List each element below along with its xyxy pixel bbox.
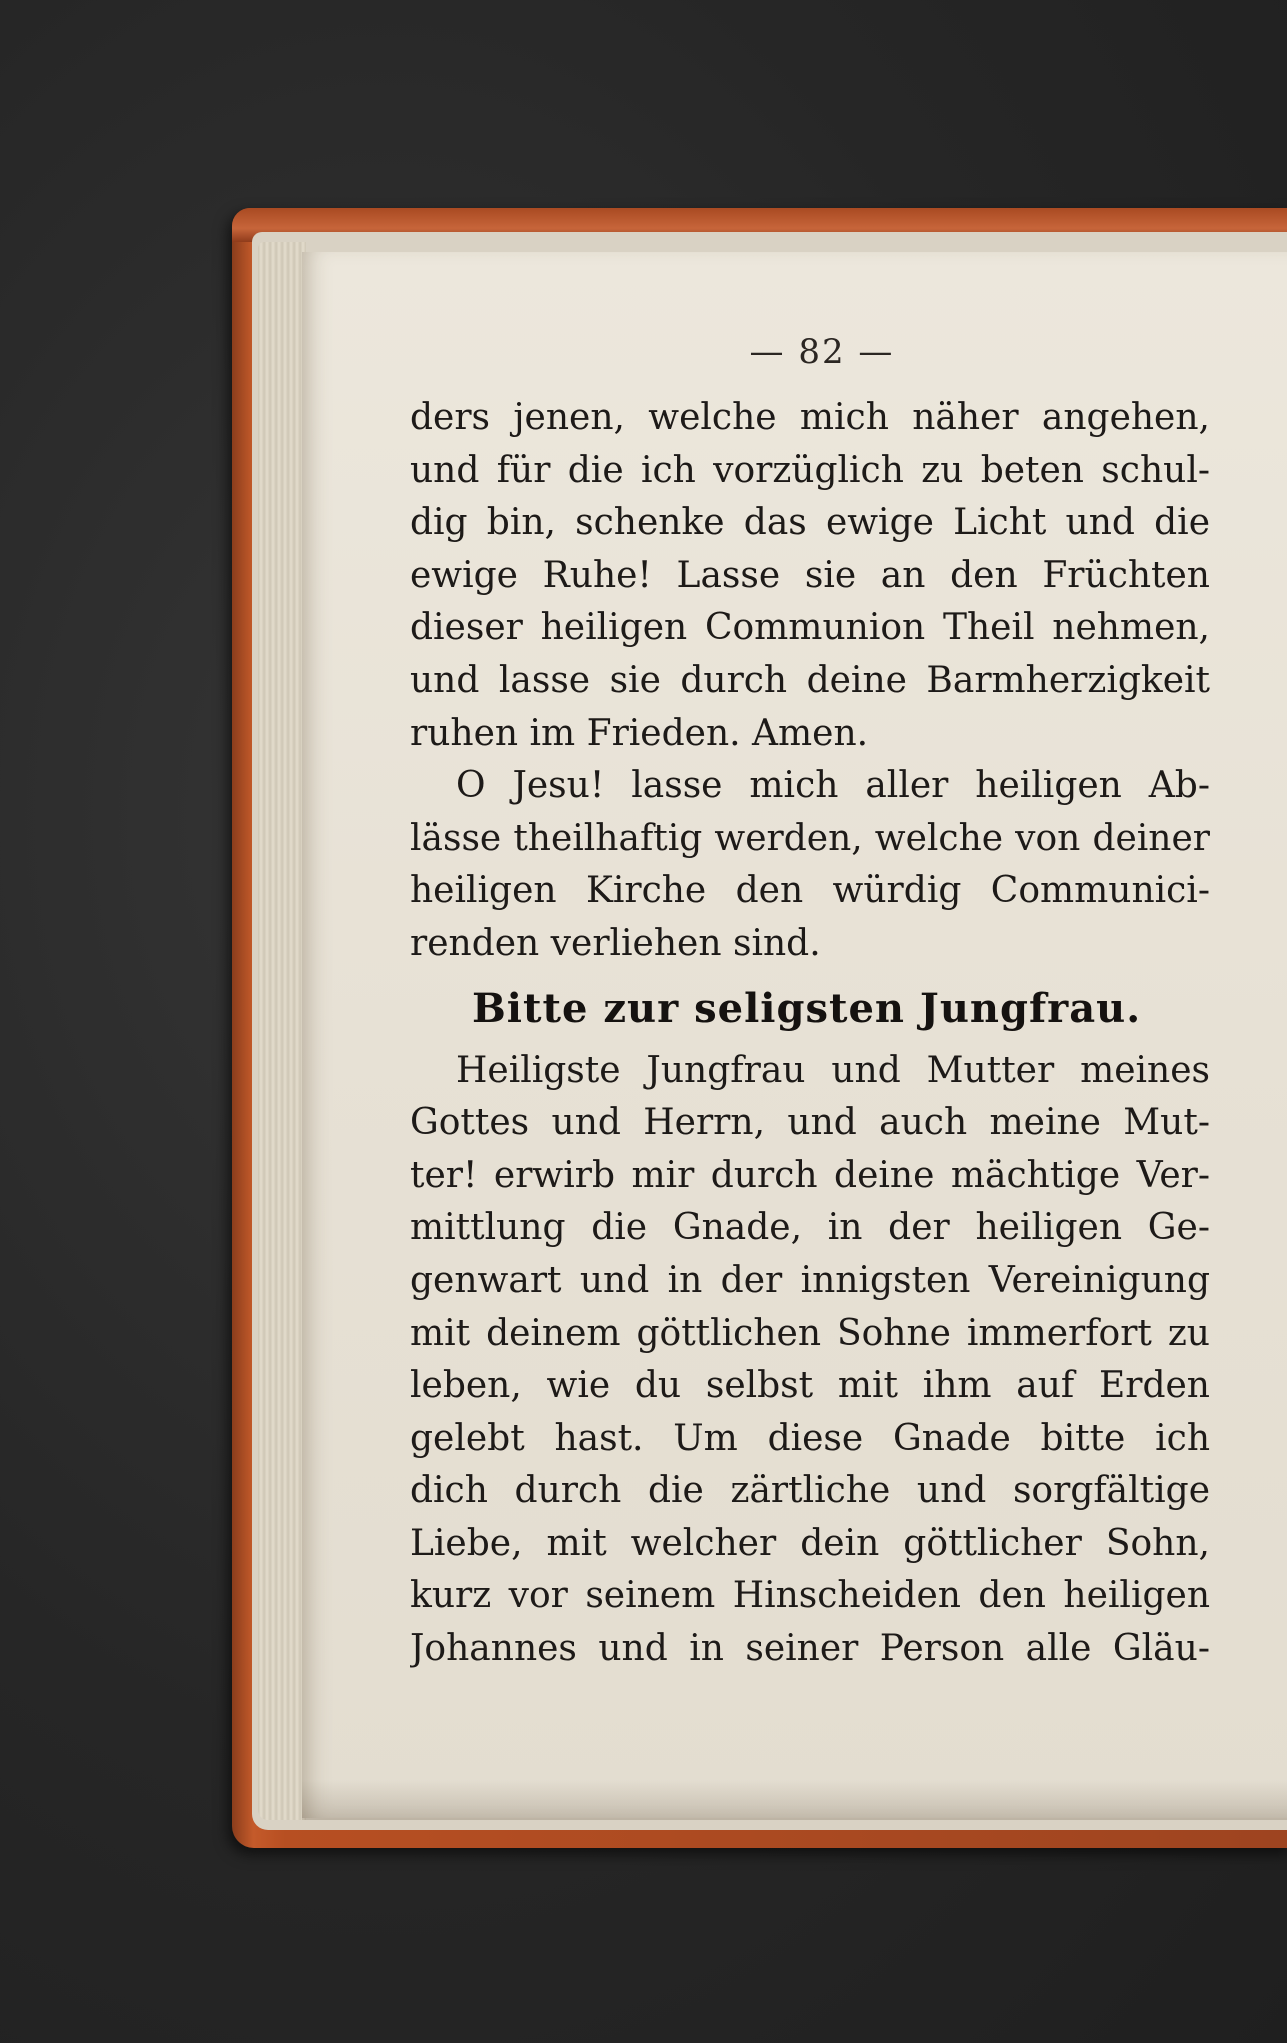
text-line: mit deinem göttlichen Sohne immerfort zu	[410, 1312, 1210, 1354]
text-line: Gottes und Herrn, und auch meine Mut-	[410, 1102, 1210, 1144]
text-line: leben, wie du selbst mit ihm auf Erden	[410, 1365, 1210, 1407]
text-line: Johannes und in seiner Person alle Gläu-	[410, 1628, 1210, 1670]
text-line: dieser heiligen Communion Theil nehmen,	[410, 607, 1210, 649]
text-line: O Jesu! lasse mich aller heiligen Ab-	[456, 765, 1210, 807]
text-line: ter! erwirb mir durch deine mächtige Ver-	[410, 1154, 1210, 1196]
text-line: renden verliehen sind.	[410, 922, 821, 964]
text-line: ruhen im Frieden. Amen.	[410, 712, 869, 754]
page-bottom-shadow	[302, 1780, 1287, 1820]
text-line: ewige Ruhe! Lasse sie an den Früchten	[410, 554, 1210, 596]
text-line: ders jenen, welche mich näher angehen,	[410, 397, 1210, 438]
text-line: mittlung die Gnade, in der heiligen Ge-	[410, 1207, 1210, 1249]
text-line: lässe theilhaftig werden, welche von deiner	[410, 817, 1210, 859]
text-line: Heiligste Jungfrau und Mutter meines	[456, 1049, 1210, 1091]
page-text	[410, 392, 1210, 1676]
page-number: — 82 —	[749, 332, 895, 372]
section-heading: Bitte zur seligsten Jungfrau.	[472, 984, 1142, 1032]
text-line: dig bin, schenke das ewige Licht und die	[410, 502, 1210, 544]
text-line: und für die ich vorzüglich zu beten schul-	[410, 449, 1210, 491]
text-line: genwart und in der innigsten Vereinigung	[410, 1259, 1210, 1301]
text-line: gelebt hast. Um diese Gnade bitte ich	[410, 1417, 1210, 1459]
text-line: kurz vor seinem Hinscheiden den heiligen	[410, 1575, 1210, 1617]
text-line: dich durch die zärtliche und sorgfältige	[410, 1470, 1210, 1512]
text-line: heiligen Kirche den würdig Communici-	[410, 870, 1210, 912]
text-line: und lasse sie durch deine Barmherzigkeit	[410, 659, 1210, 701]
text-line: Liebe, mit welcher dein göttlicher Sohn,	[410, 1522, 1210, 1564]
